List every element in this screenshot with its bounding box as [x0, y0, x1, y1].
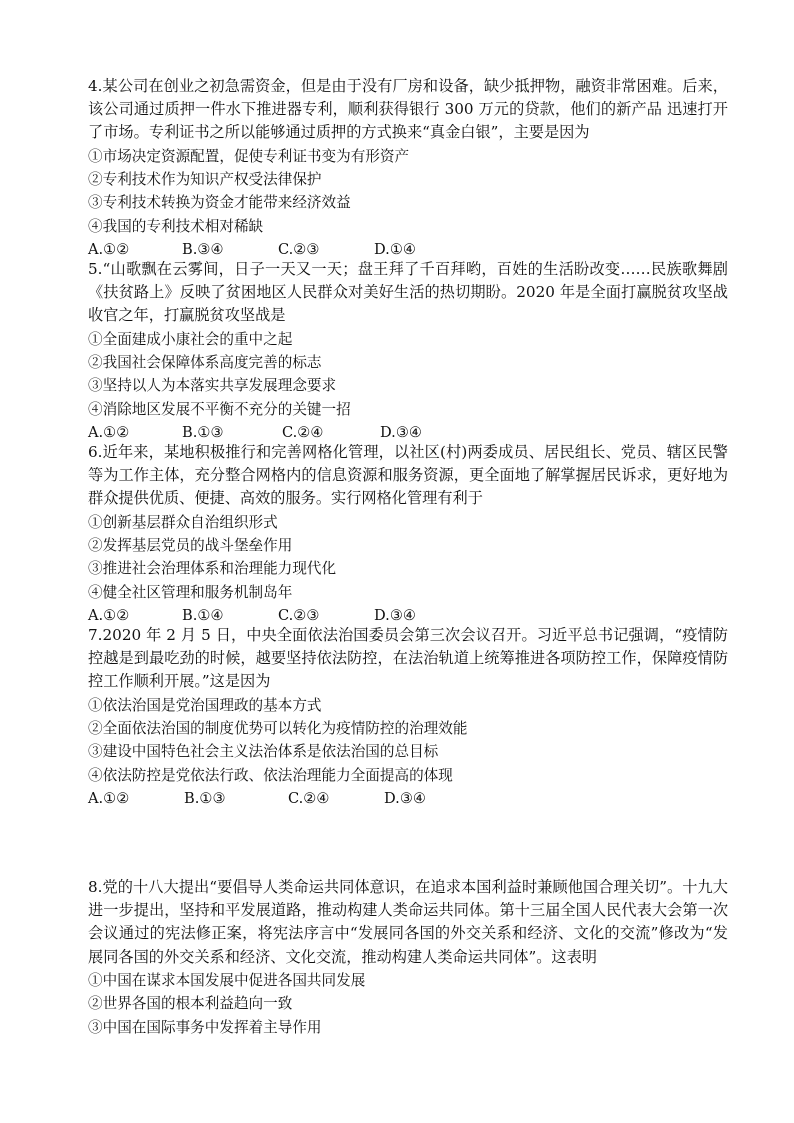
choice-c: C.②③	[278, 607, 320, 625]
choice-d: D.①④	[374, 241, 416, 259]
choice-c: C.②④	[288, 790, 330, 808]
option-4: ④消除地区发展不平衡不充分的关键一招	[88, 400, 351, 418]
option-2: ②世界各国的根本利益趋向一致	[88, 995, 293, 1013]
option-1: ①全面建成小康社会的重中之起	[88, 330, 293, 348]
choice-a: A.①②	[88, 424, 130, 442]
choice-b: B.①④	[182, 607, 224, 625]
answer-choices	[88, 787, 728, 810]
option-2: ②发挥基层党员的战斗堡垒作用	[88, 537, 293, 555]
option-1: ①依法治国是党治国理政的基本方式	[88, 696, 322, 714]
choice-a: A.①②	[88, 790, 130, 808]
choice-b: B.①③	[182, 424, 224, 442]
question-6	[88, 441, 728, 628]
question-stem: 4.某公司在创业之初急需资金，但是由于没有厂房和设备，缺少抵押物，融资非常困难。后来，该公司通过质押一件水下推进器专利，顺利获得银行 300 万元的贷款，他们的新产品 迅速打开了市场。专利证书之所以能够通过质押的方式换来“真金白银”，主要是因为	[88, 77, 728, 142]
option-2: ②全面依法治国的制度优势可以转化为疫情防控的治理效能	[88, 720, 468, 738]
choice-d: D.③④	[374, 607, 416, 625]
question-stem: 7.2020 年 2 月 5 日，中央全面依法治国委员会第三次会议召开。习近平总书记强调，“疫情防控越是到最吃劲的时候，越要坚持依法防控，在法治轨道上统筹推进各项防控工作，保障疫情防控工作顺利开展。”这是因为	[88, 626, 728, 691]
option-3: ③专利技术转换为资金才能带来经济效益	[88, 194, 351, 212]
choice-b: B.①③	[184, 790, 226, 808]
question-8	[88, 876, 728, 1039]
option-2: ②专利技术作为知识产权受法律保护	[88, 171, 322, 189]
option-3: ③中国在国际事务中发挥着主导作用	[88, 1018, 322, 1036]
choice-d: D.③④	[380, 424, 422, 442]
question-stem: 6.近年来，某地积极推行和完善网格化管理，以社区(村)两委成员、居民组长、党员、辖区民警等为工作主体，充分整合网格内的信息资源和服务资源，更全面地了解掌握居民诉求，更好地为群众提供优质、便捷、高效的服务。实行网格化管理有利于	[88, 443, 728, 508]
choice-a: A.①②	[88, 607, 130, 625]
choice-b: B.③④	[182, 241, 224, 259]
option-4: ④依法防控是党依法行政、依法治理能力全面提高的体现	[88, 766, 453, 784]
option-1: ①创新基层群众自治组织形式	[88, 513, 278, 531]
option-1: ①市场决定资源配置，促使专利证书变为有形资产	[88, 147, 410, 165]
question-4	[88, 75, 728, 262]
option-3: ③建设中国特色社会主义法治体系是依法治国的总目标	[88, 743, 439, 761]
choice-d: D.③④	[384, 790, 426, 808]
option-2: ②我国社会保障体系高度完善的标志	[88, 354, 322, 372]
question-stem: 5.“山歌飘在云雾间，日子一天又一天；盘王拜了千百拜哟，百姓的生活盼改变……民族歌舞剧《扶贫路上》反映了贫困地区人民群众对美好生活的热切期盼。2020 年是全面打赢脱贫攻坚战收官之年，打赢脱贫攻坚战是	[88, 260, 728, 325]
option-4: ④健全社区管理和服务机制岛年	[88, 583, 293, 601]
question-7	[88, 624, 728, 811]
question-stem: 8.党的十八大提出“要倡导人类命运共同体意识，在追求本国利益时兼顾他国合理关切”。十九大进一步提出，坚持和平发展道路，推动构建人类命运共同体。第十三届全国人民代表大会第一次会议通过的宪法修正案，将宪法序言中“发展同各国的外交关系和经济、文化的交流”修改为“发展同各国的外交关系和经济、文化交流，推动构建人类命运共同体”。这表明	[88, 878, 728, 966]
option-4: ④我国的专利技术相对稀缺	[88, 217, 264, 235]
option-1: ①中国在谋求本国发展中促进各国共同发展	[88, 971, 366, 989]
choice-a: A.①②	[88, 241, 130, 259]
choice-c: C.②③	[278, 241, 320, 259]
option-3: ③推进社会治理体系和治理能力现代化	[88, 560, 337, 578]
choice-c: C.②④	[282, 424, 324, 442]
option-3: ③坚持以人为本落实共享发展理念要求	[88, 377, 337, 395]
question-5	[88, 258, 728, 445]
